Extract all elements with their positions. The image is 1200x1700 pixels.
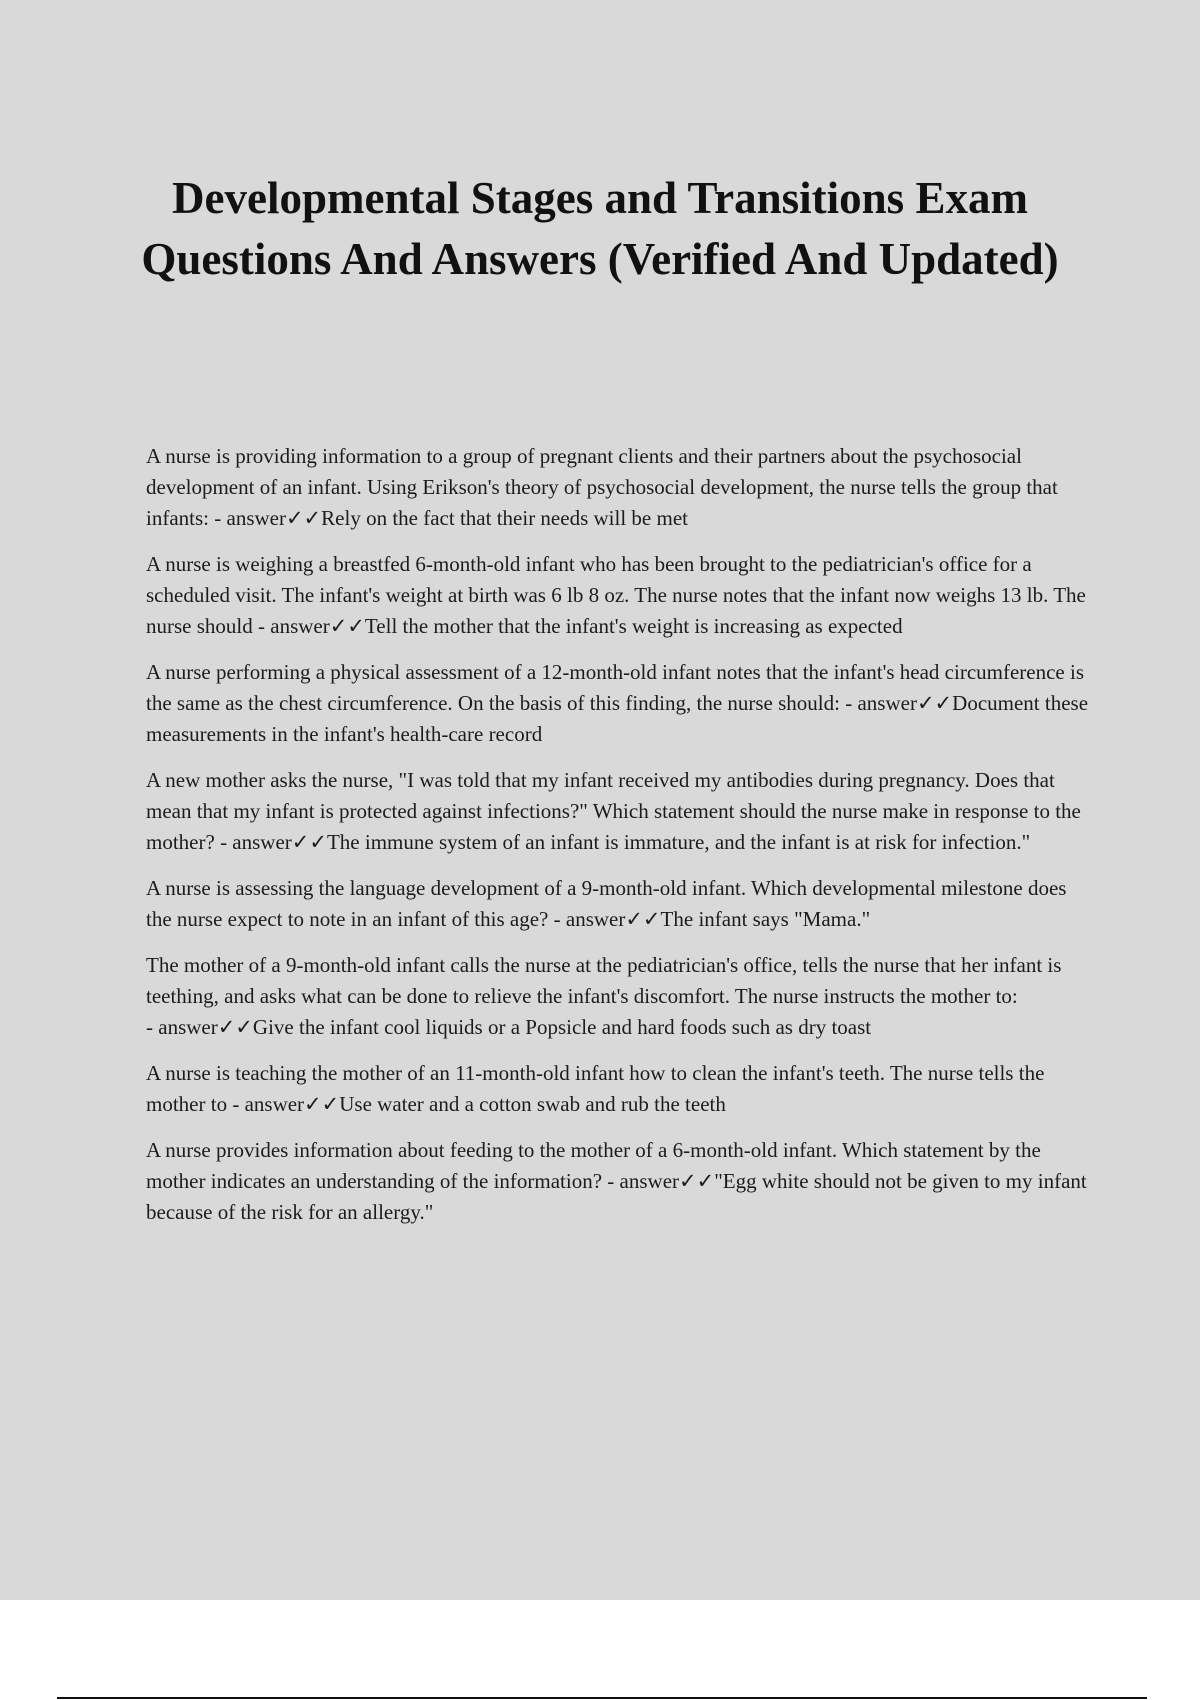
answer-text: Rely on the fact that their needs will be met (321, 506, 688, 530)
qa-item (146, 765, 1096, 858)
question-text: The mother of a 9-month-old infant calls the nurse at the pediatrician's office, tells the nurse that her infant is teething, and asks what can be done to relieve the infant's discomfort. The nurse instructs the mother to: (146, 953, 1062, 1008)
question-text: A nurse is assessing the language development of a 9-month-old infant. Which developmental milestone does the nurse expect to note in an infant of this age? (146, 876, 1067, 931)
footer-divider (57, 1697, 1147, 1699)
answer-text: Document these measurements in the infant's health-care record (146, 691, 1089, 746)
answer-marker: - answer✓✓ (209, 506, 322, 530)
answer-marker: - answer✓✓ (227, 1092, 340, 1116)
qa-item (146, 1058, 1096, 1120)
qa-item (146, 441, 1096, 534)
answer-marker: - answer✓✓ (252, 614, 365, 638)
qa-item (146, 549, 1096, 642)
document-title: Developmental Stages and Transitions Exam Questions And Answers (Verified And Updated) (141, 173, 1059, 284)
answer-marker: - answer✓✓ (214, 830, 327, 854)
answer-text: The infant says "Mama." (660, 907, 871, 931)
qa-item (146, 950, 1096, 1043)
answer-text: Use water and a cotton swab and rub the teeth (339, 1092, 726, 1116)
answer-marker: - answer✓✓ (839, 691, 953, 715)
question-text: A nurse is weighing a breastfed 6-month-old infant who has been brought to the pediatrician's office for a scheduled visit. The infant's weight at birth was 6 lb 8 oz. The nurse notes that the infant now weighs 13 lb. The nurse should (146, 552, 1086, 638)
answer-text: The immune system of an infant is immature, and the infant is at risk for infection." (326, 830, 1031, 854)
question-text: A nurse performing a physical assessment of a 12-month-old infant notes that the infant's head circumference is the same as the chest circumference. On the basis of this finding, the nurse should: (146, 660, 1085, 715)
answer-marker: - answer✓✓ (548, 907, 661, 931)
qa-item (146, 1135, 1096, 1228)
answer-marker: - answer✓✓ (146, 1015, 253, 1039)
qa-item (146, 657, 1096, 750)
answer-text: "Egg white should not be given to my infant because of the risk for an allergy." (146, 1169, 1087, 1224)
question-text: A nurse is teaching the mother of an 11-month-old infant how to clean the infant's teeth. The nurse tells the mother to (146, 1061, 1045, 1116)
qa-list (146, 441, 1096, 1243)
question-text: A new mother asks the nurse, "I was told that my infant received my antibodies during pregnancy. Does that mean that my infant is protected against infections?" Which statement should the nurse make in response to the mother? (146, 768, 1081, 854)
question-text: A nurse provides information about feeding to the mother of a 6-month-old infant. Which statement by the mother indicates an understanding of the information? (146, 1138, 1041, 1193)
answer-marker: - answer✓✓ (602, 1169, 715, 1193)
qa-item (146, 873, 1096, 935)
answer-text: Tell the mother that the infant's weight is increasing as expected (364, 614, 903, 638)
answer-text: Give the infant cool liquids or a Popsicle and hard foods such as dry toast (252, 1015, 872, 1039)
question-text: A nurse is providing information to a group of pregnant clients and their partners about the psychosocial development of an infant. Using Erikson's theory of psychosocial development, the nurse tells the group that infants: (146, 444, 1058, 530)
